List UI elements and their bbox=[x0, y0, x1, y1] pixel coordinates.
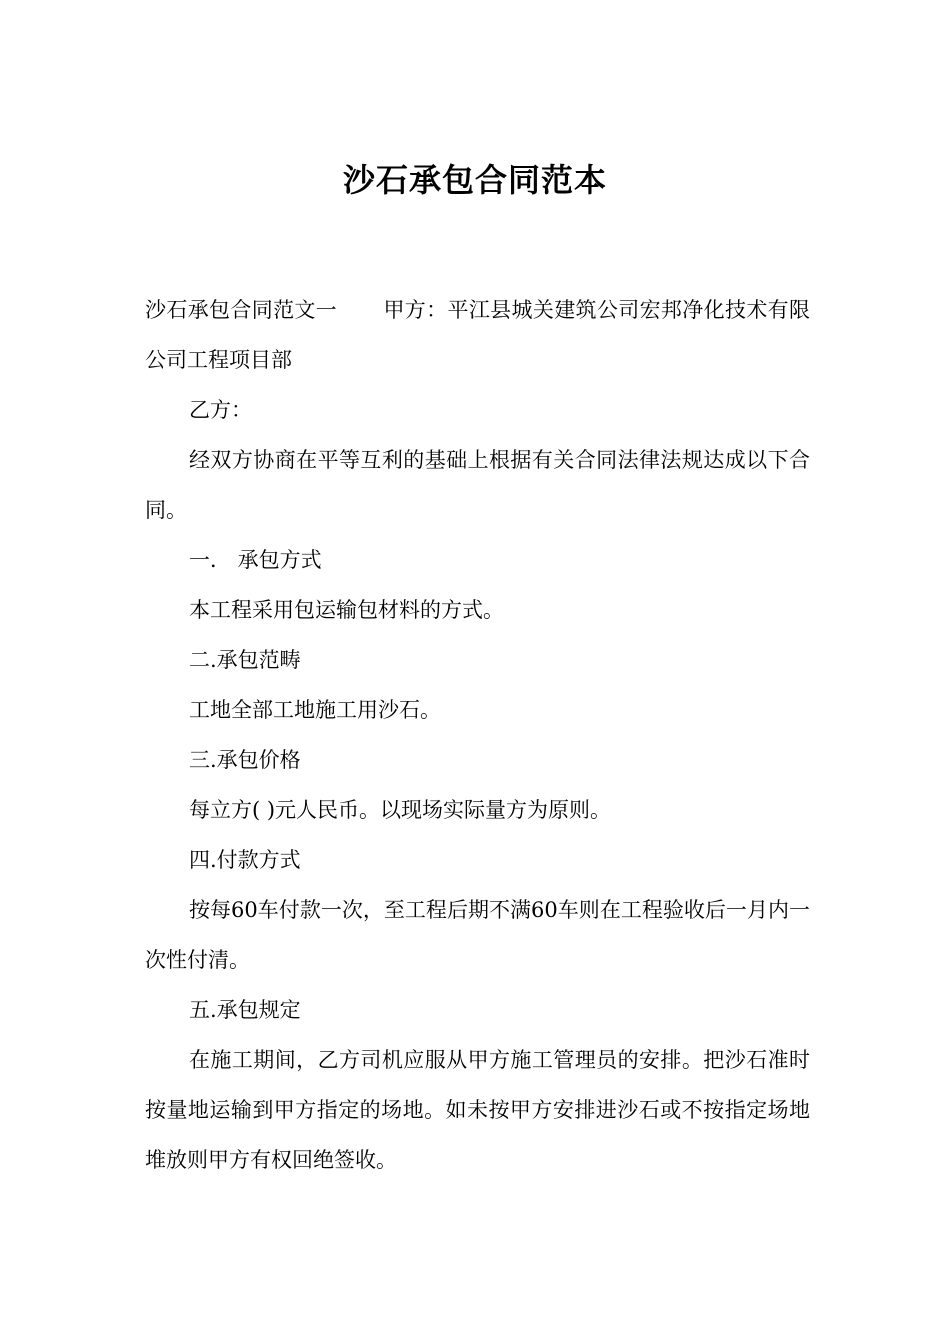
section-heading-1: 一． 承包方式 bbox=[189, 548, 322, 572]
section-content-2: 工地全部工地施工用沙石。 bbox=[189, 698, 441, 722]
section-heading-5: 五.承包规定 bbox=[189, 998, 301, 1022]
section-heading-4: 四.付款方式 bbox=[189, 848, 301, 872]
document-title: 沙石承包合同范本 bbox=[342, 161, 607, 199]
party-b: 乙方： bbox=[189, 398, 252, 422]
preamble: 经双方协商在平等互利的基础上根据有关合同法律法规达成以下合同。 bbox=[145, 448, 810, 522]
section-content-3: 每立方( )元人民币。以现场实际量方为原则。 bbox=[189, 798, 612, 822]
intro-label: 沙石承包合同范文一 bbox=[145, 298, 338, 322]
document-body bbox=[145, 285, 810, 1185]
section-heading-3: 三.承包价格 bbox=[189, 748, 301, 772]
section-content-5: 在施工期间，乙方司机应服从甲方施工管理员的安排。把沙石准时按量地运输到甲方指定的场地。如未按甲方安排进沙石或不按指定场地堆放则甲方有权回绝签收。 bbox=[145, 1048, 810, 1172]
section-content-1: 本工程采用包运输包材料的方式。 bbox=[189, 598, 504, 622]
party-a: 甲方：平江县城关建筑公司宏邦净化技术有限公司工程项目部 bbox=[145, 298, 811, 372]
section-heading-2: 二.承包范畴 bbox=[189, 648, 301, 672]
section-content-4: 按每60车付款一次，至工程后期不满60车则在工程验收后一月内一次性付清。 bbox=[145, 898, 810, 972]
opening-paragraph bbox=[145, 285, 810, 385]
